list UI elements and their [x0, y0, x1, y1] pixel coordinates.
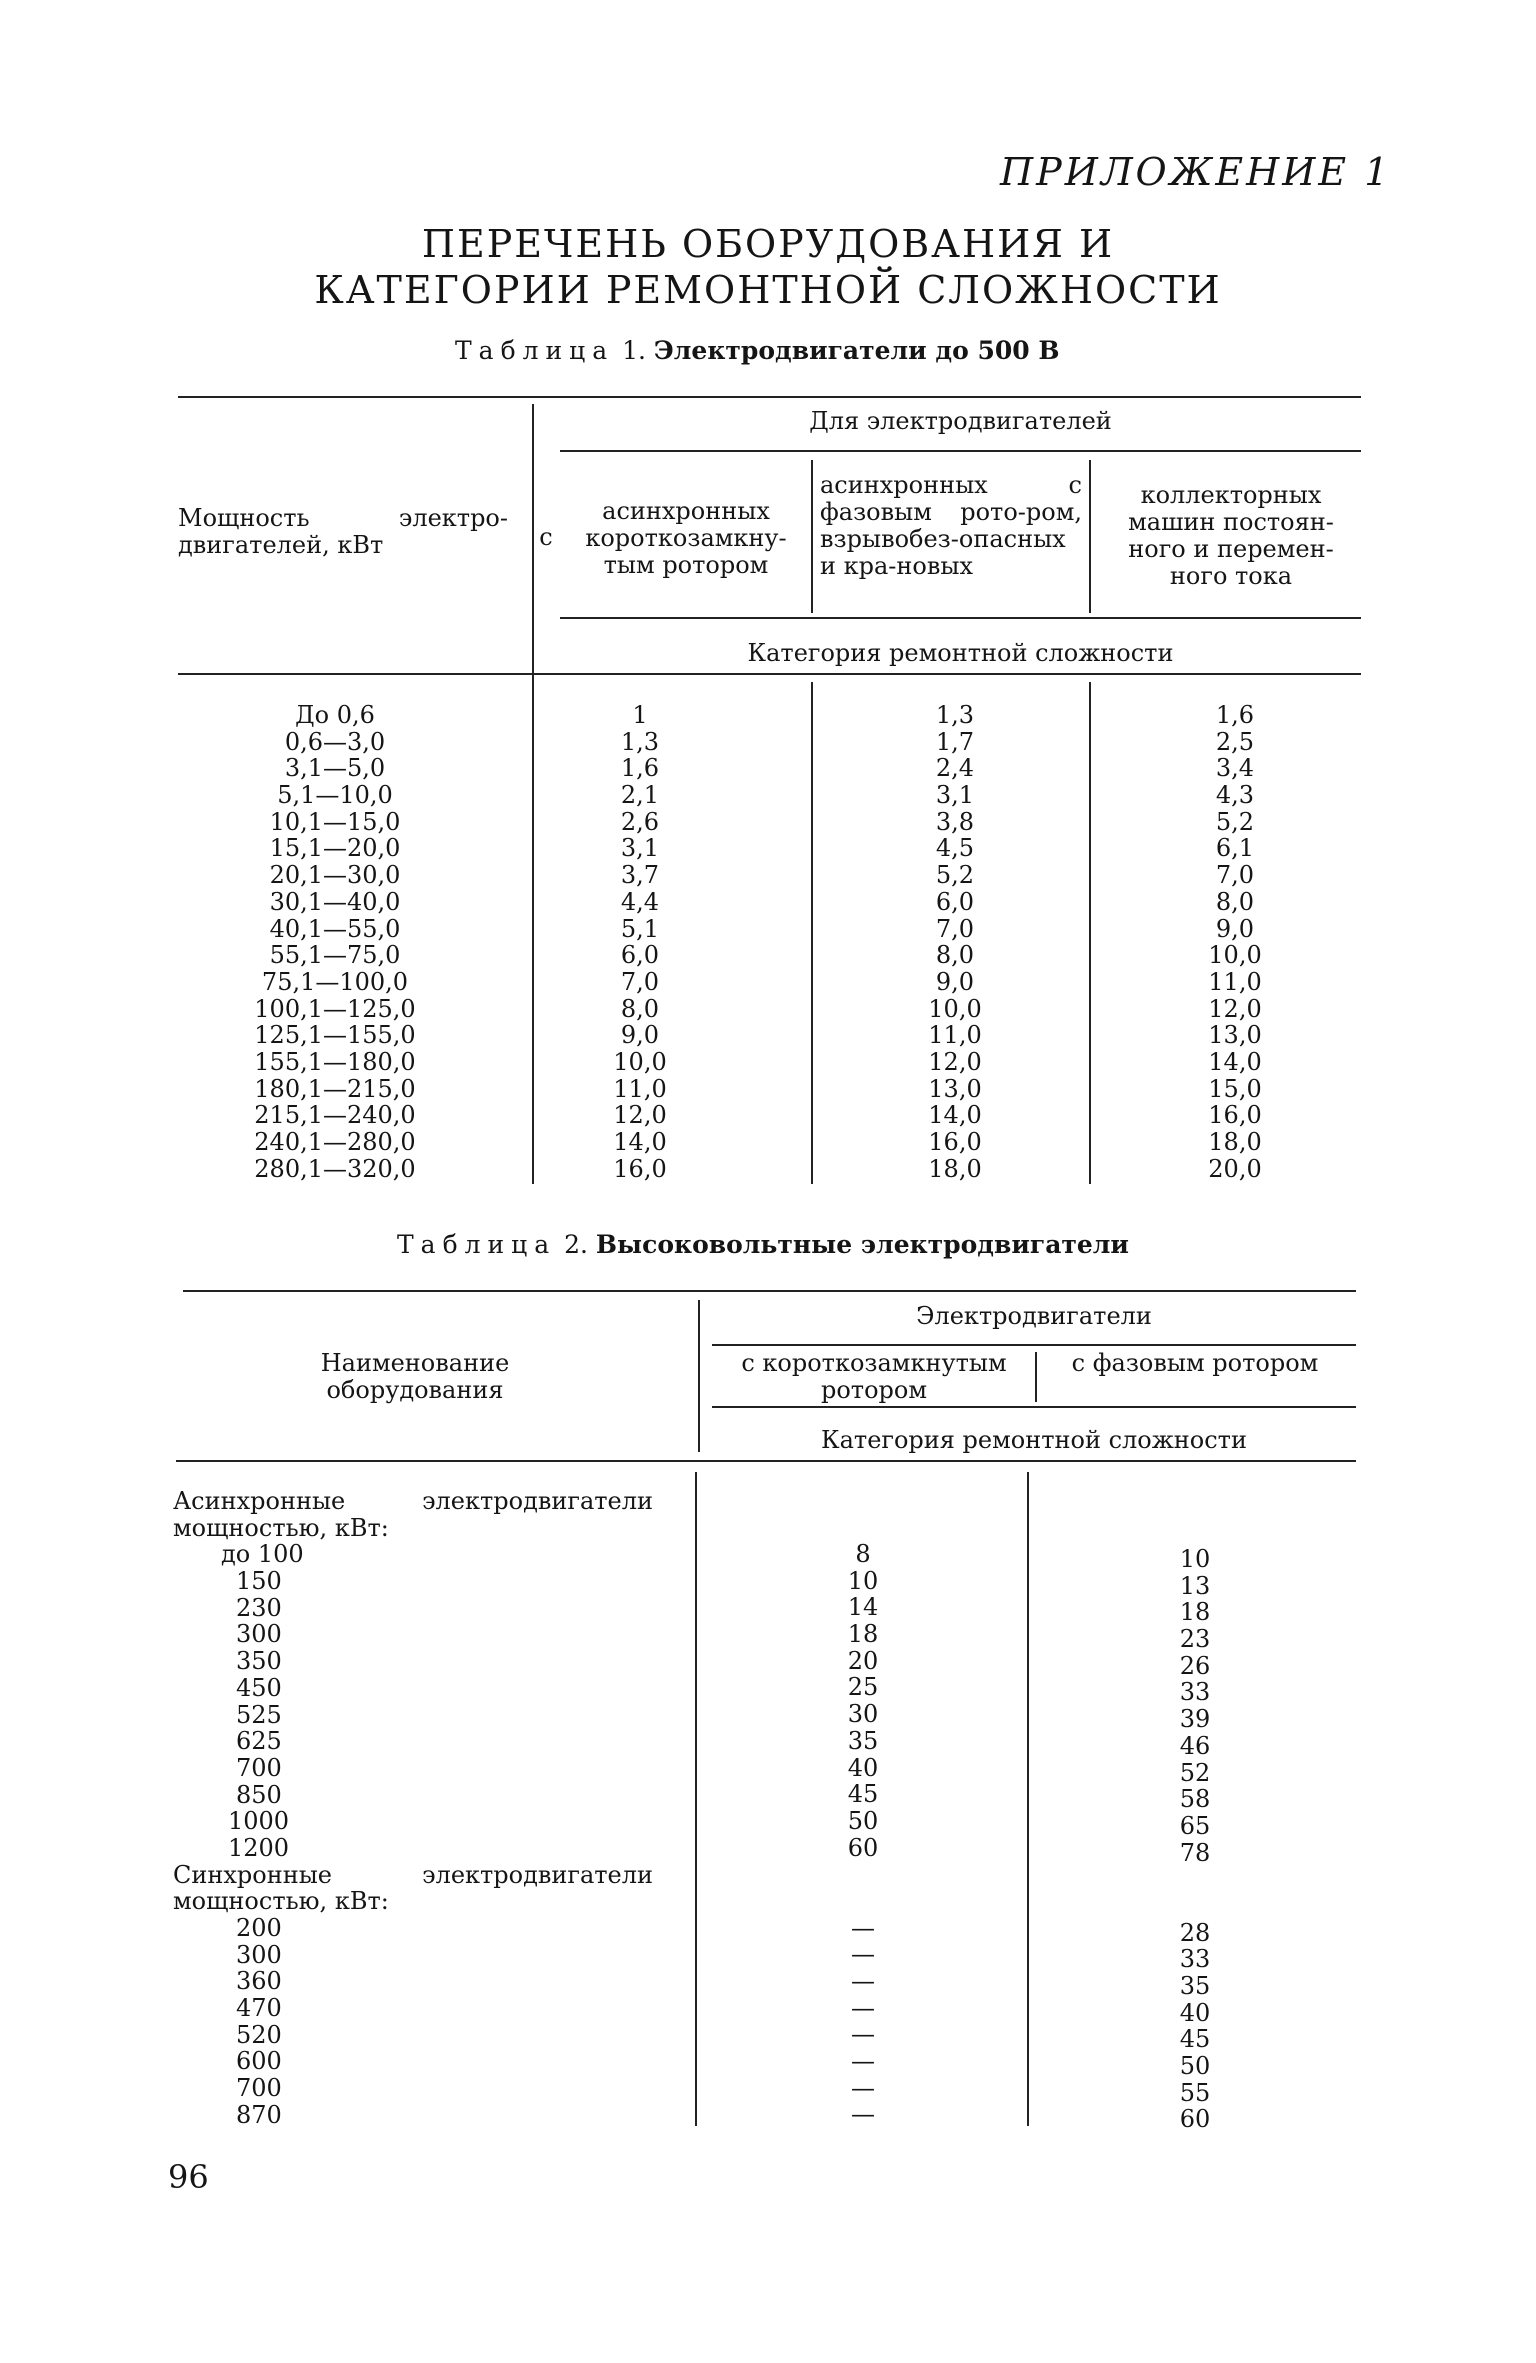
- table-cell: 155,1—180,0: [254, 1047, 416, 1076]
- appendix-label: ПРИЛОЖЕНИЕ 1: [1000, 150, 1392, 194]
- table-cell: 9,0: [620, 1021, 660, 1050]
- table-cell: 2,4: [935, 754, 975, 783]
- table-cell: 50: [1179, 2052, 1211, 2081]
- table1-header-category: Категория ремонтной сложности: [747, 639, 1174, 667]
- table2-col-phase: [1135, 1546, 1255, 2133]
- table2-header-bottom-rule: [176, 1460, 1356, 1462]
- table-cell: 2,5: [1215, 727, 1255, 756]
- table-cell: 45: [847, 1780, 879, 1809]
- table2-caption-number: 2.: [564, 1230, 588, 1259]
- table-cell: 35: [847, 1726, 879, 1755]
- table-cell: 4,4: [620, 887, 660, 916]
- table-cell: 18: [847, 1620, 879, 1649]
- table-cell: 58: [1179, 1785, 1211, 1814]
- table-cell: 10: [1179, 1545, 1211, 1573]
- table-cell: 1,7: [935, 727, 975, 756]
- table-cell: 40: [1179, 1998, 1211, 2027]
- table-cell: —: [851, 2047, 875, 2076]
- table2-caption-word: Таблица: [397, 1230, 557, 1259]
- table-cell: 26: [1179, 1651, 1211, 1680]
- table-cell: 33: [1179, 1678, 1211, 1707]
- table-cell: 1,6: [1215, 701, 1255, 729]
- table-cell: 3,1: [620, 834, 660, 863]
- table-cell: 78: [1179, 1838, 1211, 1867]
- table-cell: 625: [236, 1727, 282, 1756]
- table-cell: 28: [1179, 1918, 1211, 1947]
- table-cell: 10,0: [1208, 941, 1262, 970]
- table-cell: 45: [1179, 2025, 1211, 2054]
- table2-col-divider-body: [1027, 1472, 1029, 2126]
- table-cell: 6,0: [620, 941, 660, 970]
- table-cell: 75,1—100,0: [261, 967, 409, 996]
- table-cell: 8,0: [935, 941, 975, 970]
- table-cell: 200: [236, 1914, 282, 1943]
- table-cell: 280,1—320,0: [254, 1154, 416, 1183]
- table2-top-rule: [183, 1290, 1356, 1292]
- table-cell: До 0,6: [295, 701, 375, 729]
- table2-group-rule: [712, 1344, 1356, 1346]
- table-cell: 23: [1179, 1625, 1211, 1654]
- table-cell: 16,0: [1208, 1101, 1262, 1130]
- table-cell: 2,1: [620, 781, 660, 810]
- table-cell: 30: [847, 1700, 879, 1729]
- table-cell: 9,0: [1215, 914, 1255, 943]
- table-cell: 33: [1179, 1945, 1211, 1974]
- table-cell: —: [851, 1940, 875, 1969]
- table-cell: 6,1: [1215, 834, 1255, 863]
- table-cell: 39: [1179, 1705, 1211, 1734]
- table-cell: 60: [1179, 2105, 1211, 2134]
- table-cell: 360: [236, 1967, 282, 1996]
- table-cell: 1200: [228, 1833, 290, 1862]
- table-cell-spacer: [1135, 1866, 1255, 1919]
- table1-caption-text: Электродвигатели до 500 В: [653, 336, 1060, 365]
- table-cell: 700: [236, 1753, 282, 1782]
- table-cell: 10,1—15,0: [269, 807, 401, 836]
- table-cell: 3,1: [935, 781, 975, 810]
- table-cell: 300: [236, 1620, 282, 1649]
- page-number: 96: [168, 2158, 209, 2196]
- table2-stub-divider: [698, 1300, 700, 1452]
- table-cell: 60: [847, 1833, 879, 1862]
- table2-col-squirrel: [803, 1541, 923, 2128]
- table-cell: 12,0: [1208, 994, 1262, 1023]
- table-cell: 7,0: [620, 967, 660, 996]
- table-cell: 100,1—125,0: [254, 994, 416, 1023]
- table-cell: 0,6—3,0: [284, 727, 386, 756]
- table-cell: 13,0: [928, 1074, 982, 1103]
- table-cell: 9,0: [935, 967, 975, 996]
- table-cell: 12,0: [928, 1047, 982, 1076]
- table1-caption-number: 1.: [622, 336, 646, 365]
- table-cell: 7,0: [1215, 861, 1255, 890]
- table-cell: 10,0: [613, 1047, 667, 1076]
- table-cell: 20,0: [1208, 1154, 1262, 1183]
- table-cell: 11,0: [1208, 967, 1262, 996]
- table-cell: 1,3: [620, 727, 660, 756]
- table-cell: 1000: [228, 1807, 290, 1836]
- table-cell: 16,0: [928, 1128, 982, 1156]
- table-cell: 125,1—155,0: [254, 1021, 416, 1050]
- table-cell: 300: [236, 1940, 282, 1969]
- table2-header-category: Категория ремонтной сложности: [821, 1426, 1247, 1454]
- table-cell: 3,8: [935, 807, 975, 836]
- table-cell: 215,1—240,0: [254, 1101, 416, 1130]
- table-cell: —: [851, 1993, 875, 2022]
- table-cell: 150: [236, 1567, 282, 1596]
- table-cell: 55: [1179, 2078, 1211, 2107]
- table-cell: 3,1—5,0: [284, 754, 386, 783]
- table-cell: 52: [1179, 1758, 1211, 1787]
- table2-header-group: Электродвигатели: [916, 1302, 1152, 1330]
- table-cell: 5,2: [935, 861, 975, 890]
- table-cell: 35: [1179, 1972, 1211, 2001]
- table-cell: 30,1—40,0: [269, 887, 401, 916]
- table-cell: 5,1: [620, 914, 660, 943]
- table-cell: 40: [847, 1753, 879, 1782]
- table-cell: 2,6: [620, 807, 660, 836]
- table-cell: 20,1—30,0: [269, 861, 401, 890]
- table-cell: 3,7: [620, 861, 660, 890]
- table2-caption-text: Высоковольтные электродвигатели: [595, 1230, 1129, 1259]
- table-cell: 240,1—280,0: [254, 1128, 416, 1156]
- table-cell: —: [851, 2020, 875, 2049]
- table-cell: 600: [236, 2047, 282, 2076]
- table-cell: —: [851, 2100, 875, 2129]
- table-cell: 55,1—75,0: [269, 941, 401, 970]
- table-cell: 1,3: [935, 701, 975, 729]
- table-cell: 10,0: [928, 994, 982, 1023]
- table-cell: 25: [847, 1673, 879, 1702]
- table2-section-heading: Синхронные электродвигатели мощностью, кВт:: [173, 1860, 653, 1916]
- table1-header-sub2: асинхронных с фазовым рото-ром, взрывобез-опасных и кра-новых: [820, 471, 1082, 580]
- table-cell: 350: [236, 1647, 282, 1676]
- table-cell: —: [851, 2073, 875, 2102]
- table2-header-sub1: с короткозамкнутым ротором: [741, 1349, 1007, 1404]
- table-cell: 18,0: [1208, 1128, 1262, 1156]
- table-cell: 14: [847, 1593, 879, 1622]
- table-cell: 14,0: [928, 1101, 982, 1130]
- table-cell: 16,0: [613, 1154, 667, 1183]
- table1-header-power: Мощность электро-двигателей, кВт: [178, 504, 508, 559]
- table-cell: 11,0: [928, 1021, 982, 1050]
- table-cell: 1: [632, 701, 648, 729]
- table2-col-name: [173, 1488, 673, 2129]
- table1-header-sub3: коллекторных машин постоян-ного и перемен-ного тока: [1128, 481, 1334, 590]
- table-cell: 180,1—215,0: [254, 1074, 416, 1103]
- table2-stub-divider-body: [695, 1472, 697, 2126]
- table-cell: 50: [847, 1806, 879, 1835]
- table-cell: 15,1—20,0: [269, 834, 401, 863]
- table-cell: 10: [847, 1566, 879, 1595]
- table-cell: 700: [236, 2074, 282, 2103]
- table2-col-divider-header: [1035, 1352, 1037, 1402]
- table-cell: 14,0: [1208, 1047, 1262, 1076]
- table-cell: 46: [1179, 1731, 1211, 1760]
- table-cell: 40,1—55,0: [269, 914, 401, 943]
- table-cell: 65: [1179, 1811, 1211, 1840]
- table2-header-name: Наименование оборудования: [320, 1349, 510, 1404]
- table-cell: 18,0: [928, 1154, 982, 1183]
- table-cell: 8,0: [1215, 887, 1255, 916]
- page-title-line-2: КАТЕГОРИИ РЕМОНТНОЙ СЛОЖНОСТИ: [314, 268, 1222, 312]
- table-cell: 3,4: [1215, 754, 1255, 783]
- table1-header-group: Для электродвигателей: [809, 407, 1112, 435]
- table-cell: —: [851, 1913, 875, 1942]
- table-cell: 520: [236, 2020, 282, 2049]
- table-cell: 11,0: [613, 1074, 667, 1103]
- table-cell: до 100: [221, 1540, 304, 1569]
- table-cell-spacer: [803, 1861, 923, 1914]
- table-cell: 525: [236, 1700, 282, 1729]
- table-cell: 13: [1179, 1571, 1211, 1600]
- table-cell: 850: [236, 1780, 282, 1809]
- table-cell: 470: [236, 1994, 282, 2023]
- table-cell: 870: [236, 2100, 282, 2129]
- table1-header-sub1: асинхронных короткозамкну-тым ротором: [585, 497, 787, 579]
- page-title-line-1: ПЕРЕЧЕНЬ ОБОРУДОВАНИЯ И: [421, 222, 1115, 266]
- table-cell: 5,2: [1215, 807, 1255, 836]
- table-cell: 15,0: [1208, 1074, 1262, 1103]
- table-cell: 8,0: [620, 994, 660, 1023]
- table-cell: 230: [236, 1593, 282, 1622]
- table-cell: 13,0: [1208, 1021, 1262, 1050]
- table2-header-sub2: с фазовым ротором: [1071, 1349, 1319, 1377]
- table-cell: 6,0: [935, 887, 975, 916]
- table2-section-heading: Асинхронные электродвигатели мощностью, кВт:: [173, 1487, 653, 1542]
- table-cell: 7,0: [935, 914, 975, 943]
- table-cell: 450: [236, 1673, 282, 1702]
- table-cell: 18: [1179, 1598, 1211, 1627]
- table-cell: 12,0: [613, 1101, 667, 1130]
- table-cell: 1,6: [620, 754, 660, 783]
- table1-caption-word: Таблица: [455, 336, 615, 365]
- table-cell: 8: [855, 1540, 871, 1568]
- table-cell: 5,1—10,0: [277, 781, 393, 810]
- table-cell: 20: [847, 1646, 879, 1675]
- table1-header-sub1-prefix: с: [539, 523, 553, 551]
- table-cell: 4,3: [1215, 781, 1255, 810]
- table2-subheader-rule: [712, 1406, 1356, 1408]
- table-cell: —: [851, 1967, 875, 1996]
- table-cell: 4,5: [935, 834, 975, 863]
- table-cell: 14,0: [613, 1128, 667, 1156]
